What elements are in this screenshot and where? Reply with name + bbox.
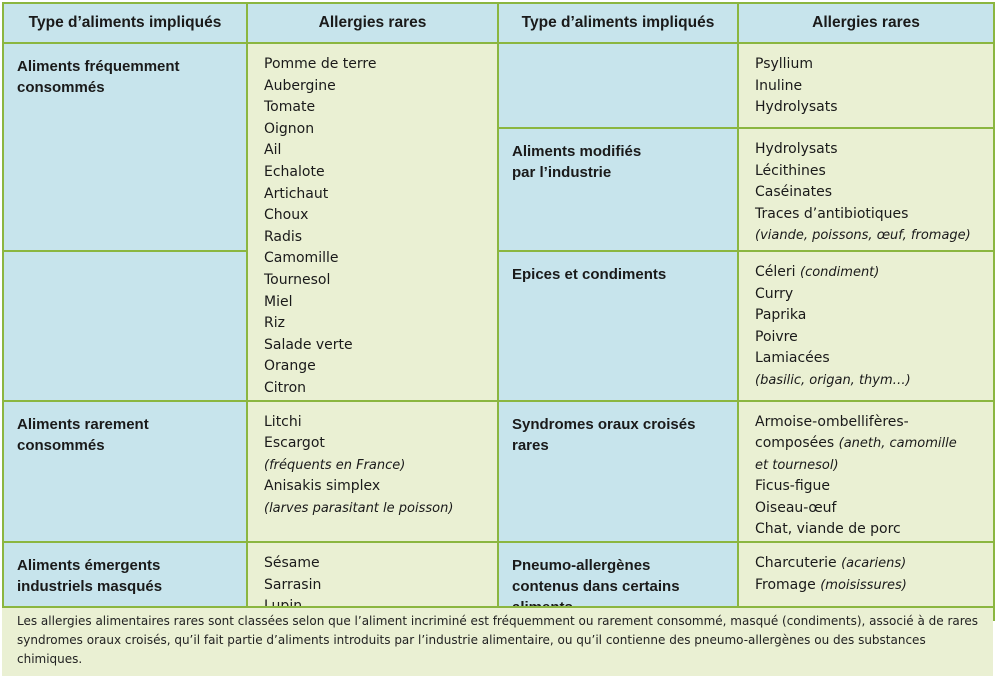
category-frequent: Aliments fréquemment consommés bbox=[3, 43, 247, 251]
list-item: Fromage bbox=[755, 576, 816, 593]
list-item: Traces d’antibiotiques bbox=[755, 205, 909, 222]
category-rare: Aliments rarement consommés bbox=[3, 401, 247, 543]
list-item: (basilic, origan, thym…) bbox=[755, 372, 911, 388]
items-fibres bbox=[738, 43, 994, 128]
list-item: Oiseau-œuf bbox=[755, 499, 837, 516]
items-pneumo-allergens: Charcuterie (acariens) Fromage (moisissures) bbox=[738, 542, 994, 620]
list-item: Sésame bbox=[264, 555, 320, 572]
table-row bbox=[3, 251, 994, 401]
list-item: Lécithines bbox=[755, 162, 826, 179]
items-oral-syndromes: Armoise-ombellifères- composées (aneth, camomille et tournesol) Ficus-figue Oiseau-œuf Chat, viande de porc bbox=[738, 401, 994, 543]
list-item: Caséinates bbox=[755, 184, 832, 201]
items-rare bbox=[247, 401, 498, 543]
list-item: Charcuterie bbox=[755, 555, 837, 572]
table-row bbox=[3, 401, 994, 543]
category-frequent-cont bbox=[3, 251, 247, 401]
list-item: (viande, poissons, œuf, fromage) bbox=[755, 228, 971, 244]
list-item: Poivre bbox=[755, 328, 798, 345]
list-item: Curry bbox=[755, 285, 794, 302]
category-pneumo-allergens: Pneumo-allergènes contenus dans certains bbox=[498, 542, 738, 620]
list-item: Radis bbox=[264, 228, 303, 245]
list-item: Echalote bbox=[264, 163, 325, 180]
allergy-table-panel bbox=[2, 2, 993, 676]
category-industry-modified: Aliments modifiés par l’industrie bbox=[498, 128, 738, 251]
list-item: Miel bbox=[264, 293, 293, 310]
list-item: Salade verte bbox=[264, 336, 353, 353]
list-item: Aubergine bbox=[264, 77, 336, 94]
category-spices: Epices et condiments bbox=[498, 251, 738, 401]
list-item: Pomme de terre bbox=[264, 56, 377, 72]
list-item: Inuline bbox=[755, 77, 803, 94]
list-item: Sarrasin bbox=[264, 576, 322, 593]
list-item: Armoise-ombellifères- bbox=[755, 413, 909, 430]
category-emerging: Aliments émergents industriels masqués bbox=[3, 542, 247, 620]
list-item: Paprika bbox=[755, 307, 807, 324]
list-item: Lamiacées bbox=[755, 350, 830, 367]
list-item: et tournesol) bbox=[755, 457, 839, 473]
list-item: Tomate bbox=[264, 99, 316, 116]
list-item: Citron bbox=[264, 379, 307, 396]
list-item: (fréquents en France) bbox=[264, 457, 406, 473]
items-spices: Céleri (condiment) Curry Paprika Poivre Lamiacées (basilic, origan, thym…) bbox=[738, 251, 994, 401]
list-item: Ail bbox=[264, 142, 282, 159]
table-footnote: Les allergies alimentaires rares sont classées selon que l’aliment incriminé est fréquemment ou rarement consommé, masqué (condiments), associé à de rares syndromes oraux croisés, qu’il fait partie d’aliments introduits par l’industrie alimentaire, ou qu’il contienne des pneumo-allergènes ou des substances chimiques. bbox=[2, 606, 993, 676]
list-item: Litchi bbox=[264, 413, 302, 430]
header-food-type-left: Type d’aliments impliqués bbox=[3, 3, 247, 43]
list-item: Ficus-figue bbox=[755, 478, 831, 495]
list-item: Orange bbox=[264, 358, 316, 375]
list-item: Artichaut bbox=[264, 185, 329, 202]
header-rare-allergies-left: Allergies rares bbox=[247, 3, 498, 43]
list-item: Hydrolysats bbox=[755, 141, 838, 158]
header-food-type-right: Type d’aliments impliqués bbox=[498, 3, 738, 43]
category-oral-syndromes: Syndromes oraux croisés rares bbox=[498, 401, 738, 543]
list-item: Choux bbox=[264, 207, 309, 224]
list-item: Chat, viande de porc bbox=[755, 521, 901, 538]
table-row bbox=[3, 43, 994, 128]
list-item: composées bbox=[755, 435, 835, 452]
items-frequent bbox=[247, 43, 498, 401]
header-row bbox=[3, 3, 994, 43]
items-industry-modified bbox=[738, 128, 994, 251]
list-item: Camomille bbox=[264, 250, 339, 267]
list-item: Escargot bbox=[264, 435, 325, 452]
list-item: Psyllium bbox=[755, 56, 813, 72]
list-item: Tournesol bbox=[264, 271, 331, 288]
rare-allergies-table bbox=[2, 2, 995, 621]
list-item: Oignon bbox=[264, 120, 315, 137]
list-item: Anisakis simplex bbox=[264, 478, 381, 495]
category-empty bbox=[498, 43, 738, 128]
list-item: Hydrolysats bbox=[755, 99, 838, 116]
list-item: Riz bbox=[264, 315, 285, 332]
list-item: (larves parasitant le poisson) bbox=[264, 500, 454, 516]
list-item: Céleri bbox=[755, 263, 796, 280]
header-rare-allergies-right: Allergies rares bbox=[738, 3, 994, 43]
